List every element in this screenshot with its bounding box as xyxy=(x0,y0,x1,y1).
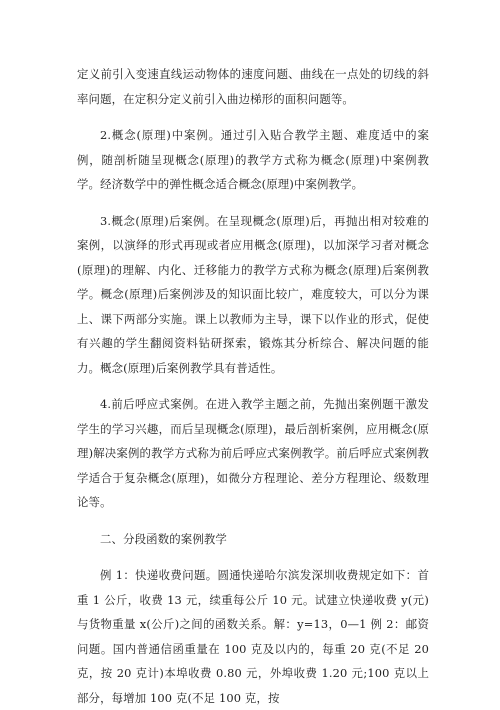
paragraph-concept-after-case: 3.概念(原理)后案例。在呈现概念(原理)后，再抛出相对较难的案例，以演绎的形式再现或者应用概念(原理)，以加深学习者对概念(原理)的理解、内化、迁移能力的教学方式称为概念(原理)后案例教学。概念(原理)后案例涉及的知识面比较广，难度较大，可以分为课上、课下两部分实施。课上以教师为主导，课下以作业的形式，促使有兴趣的学生翻阅资料钻研探索，锻炼其分析综合、解决问题的能力。概念(原理)后案例教学具有普适性。 xyxy=(77,213,429,375)
paragraph-example-1: 例 1：快递收费问题。圆通快递哈尔滨发深圳收费规定如下：首重 1 公斤，收费 13 元，续重每公斤 10 元。试建立快递收费 y(元)与货物重量 x(公斤)之间的函数关系。解：y=13，0—1 例 2：邮资问题。国内普通信函重量在 100 克及以内的，每重 20 克(不足 20 克，按 20 克计)本埠收费 0.80 元，外埠收费 1.20 元;100 克以上部分，每增加 100 克(不足 100 克，按 xyxy=(77,568,429,705)
section-heading: 二、分段函数的案例教学 xyxy=(100,531,227,546)
paragraph-concept-middle-case: 2.概念(原理)中案例。通过引入贴合教学主题、难度适中的案例，随剖析随呈现概念(原理)的教学方式称为概念(原理)中案例教学。经济数学中的弹性概念适合概念(原理)中案例教学。 xyxy=(77,128,429,191)
paragraph-continuation: 定义前引入变速直线运动物体的速度问题、曲线在一点处的切线的斜率问题，在定积分定义前引入曲边梯形的面积问题等。 xyxy=(77,67,429,106)
paragraph-echo-case: 4.前后呼应式案例。在进入教学主题之前，先抛出案例题干激发学生的学习兴趣，而后呈现概念(原理)，最后剖析案例，应用概念(原理)解决案例的教学方式称为前后呼应式案例教学。前后呼应式案例教学适合于复杂概念(原理)，如微分方程理论、差分方程理论、级数理论等。 xyxy=(77,397,429,509)
document-body xyxy=(77,62,429,710)
